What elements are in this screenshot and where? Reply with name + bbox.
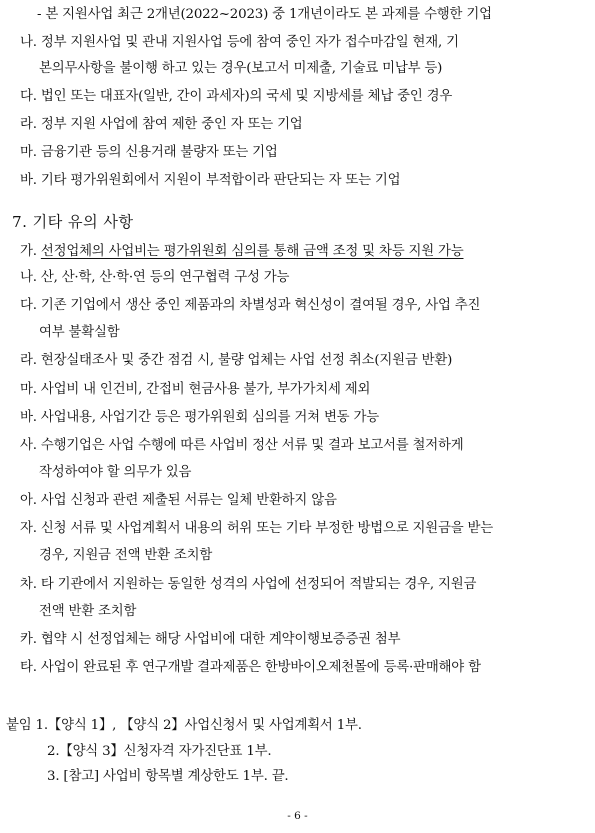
attachment-item-3: 3. [참고] 사업비 항목별 계상한도 1부. 끝. [47,769,289,784]
exclusion-note-recent-participation: - 본 지원사업 최근 2개년(2022~2023) 중 1개년이라도 본 과제를 수행한 기업 [37,7,492,22]
note-item-ja-line1: 자. 신청 서류 및 사업계획서 내용의 허위 또는 기타 부정한 방법으로 지원금을 받는 [20,521,493,536]
exclusion-item-na-line2: 본의무사항을 불이행 하고 있는 경우(보고서 미제출, 기술료 미납부 등) [39,61,443,76]
exclusion-item-da: 다. 법인 또는 대표자(일반, 간이 과세자)의 국세 및 지방세를 체납 중인 경우 [20,89,453,104]
note-item-ta: 타. 사업이 완료된 후 연구개발 결과제품은 한방바이오제천몰에 등록·판매해야 함 [20,660,481,675]
note-item-ga-underlined-text: 선정업체의 사업비는 평가위원회 심의를 통해 금액 조정 및 차등 지원 가능 [40,244,464,259]
note-item-ja-line2: 경우, 지원금 전액 반환 조치함 [39,548,213,563]
note-item-da-line1: 다. 기존 기업에서 생산 중인 제품과의 차별성과 혁신성이 결여될 경우, 사업 추진 [20,298,481,313]
note-item-ba: 바. 사업내용, 사업기간 등은 평가위원회 심의를 거쳐 변동 가능 [20,410,379,425]
exclusion-item-ma: 마. 금융기관 등의 신용거래 불량자 또는 기업 [20,145,278,160]
note-item-sa-line1: 사. 수행기업은 사업 수행에 따른 사업비 정산 서류 및 결과 보고서를 철저하게 [20,438,464,453]
exclusion-item-ba: 바. 기타 평가위원회에서 지원이 부적합이라 판단되는 자 또는 기업 [20,173,401,188]
attachment-item-2: 2.【양식 3】신청자격 자가진단표 1부. [47,744,272,759]
note-item-na: 나. 산, 산·학, 산·학·연 등의 연구협력 구성 가능 [20,270,290,285]
note-item-ga [20,243,463,261]
note-item-ra: 라. 현장실태조사 및 중간 점검 시, 불량 업체는 사업 선정 취소(지원금 반환) [20,353,453,368]
note-item-sa-line2: 작성하여야 할 의무가 있음 [39,465,192,480]
exclusion-item-ra: 라. 정부 지원 사업에 참여 제한 중인 자 또는 기업 [20,117,303,132]
note-item-a: 아. 사업 신청과 관련 제출된 서류는 일체 반환하지 않음 [20,493,337,508]
exclusion-item-na-line1: 나. 정부 지원사업 및 관내 지원사업 등에 참여 중인 자가 접수마감일 현재, 기 [20,35,459,50]
section-heading-misc-notes: 7. 기타 유의 사항 [12,213,134,231]
note-item-ga-marker: 가. [20,244,41,259]
note-item-ma: 마. 사업비 내 인건비, 간접비 현금사용 불가, 부가가치세 제외 [20,382,371,397]
page-number: - 6 - [287,810,308,822]
note-item-ka: 카. 협약 시 선정업체는 해당 사업비에 대한 계약이행보증증권 첨부 [20,632,401,647]
attachment-item-1: 붙임 1.【양식 1】, 【양식 2】사업신청서 및 사업계획서 1부. [6,718,362,733]
note-item-da-line2: 여부 불확실함 [39,325,120,340]
note-item-cha-line1: 차. 타 기관에서 지원하는 동일한 성격의 사업에 선정되어 적발되는 경우, 지원금 [20,577,477,592]
note-item-cha-line2: 전액 반환 조치함 [39,604,137,619]
